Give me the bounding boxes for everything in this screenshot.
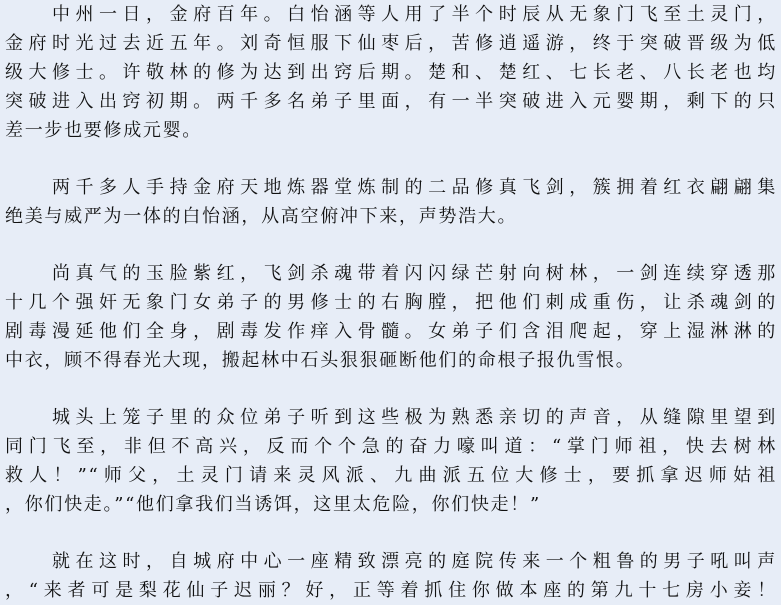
text-line: ，你们快走。”“他们拿我们当诱饵，这里太危险，你们快走！” — [5, 494, 541, 515]
text-line: 十几个强奸无象门女弟子的男修士的右胸膛，把他们刺成重伤，让杀魂剑的 — [5, 292, 777, 313]
text-line: 救人！”“师父，土灵门请来灵风派、九曲派五位大修士，要抓拿迟师姑祖 — [5, 465, 777, 486]
paragraph-gap — [5, 519, 777, 547]
text-line: 中衣，顾不得春光大现，搬起林中石头狠狠砸断他们的命根子报仇雪恨。 — [5, 350, 636, 371]
text-line: 城头上笼子里的众位弟子听到这些极为熟悉亲切的声音，从缝隙里望到 — [5, 407, 777, 428]
paragraph-2 — [5, 173, 777, 231]
text-line: 级大修士。许敬林的修为达到出窍后期。楚和、楚红、七长老、八长老也均 — [5, 62, 777, 83]
paragraph-5 — [5, 547, 777, 605]
text-line: 就在这时，自城府中心一座精致漂亮的庭院传来一个粗鲁的男子吼叫声 — [5, 551, 777, 572]
paragraph-4 — [5, 403, 777, 519]
text-line: 金府时光过去近五年。刘奇恒服下仙枣后，苦修逍遥游，终于突破晋级为低 — [5, 33, 777, 54]
text-line: 尚真气的玉脸紫红，飞剑杀魂带着闪闪绿芒射向树林，一剑连续穿透那 — [5, 263, 777, 284]
text-line: 绝美与威严为一体的白怡涵，从高空俯冲下来，声势浩大。 — [5, 206, 518, 227]
paragraph-gap — [5, 375, 777, 403]
paragraph-gap — [5, 231, 777, 259]
text-line: ，“来者可是梨花仙子迟丽？好，正等着抓住你做本座的第九十七房小妾！ — [5, 580, 777, 601]
text-line: 中州一日，金府百年。白怡涵等人用了半个时辰从无象门飞至土灵门， — [5, 4, 777, 25]
text-line: 剧毒漫延他们全身，剧毒发作痒入骨髓。女弟子们含泪爬起，穿上湿淋淋的 — [5, 321, 777, 342]
text-line: 两千多人手持金府天地炼器堂炼制的二品修真飞剑，簇拥着红衣翩翩集 — [5, 177, 777, 198]
paragraph-3 — [5, 259, 777, 375]
text-line: 突破进入出窍初期。两千多名弟子里面，有一半突破进入元婴期，剩下的只 — [5, 91, 777, 112]
paragraph-gap — [5, 145, 777, 173]
text-line: 差一步也要修成元婴。 — [5, 120, 202, 141]
paragraph-1 — [5, 0, 777, 145]
text-line: 同门飞至，非但不高兴，反而个个急的奋力嚎叫道：“掌门师祖，快去树林 — [5, 436, 777, 457]
